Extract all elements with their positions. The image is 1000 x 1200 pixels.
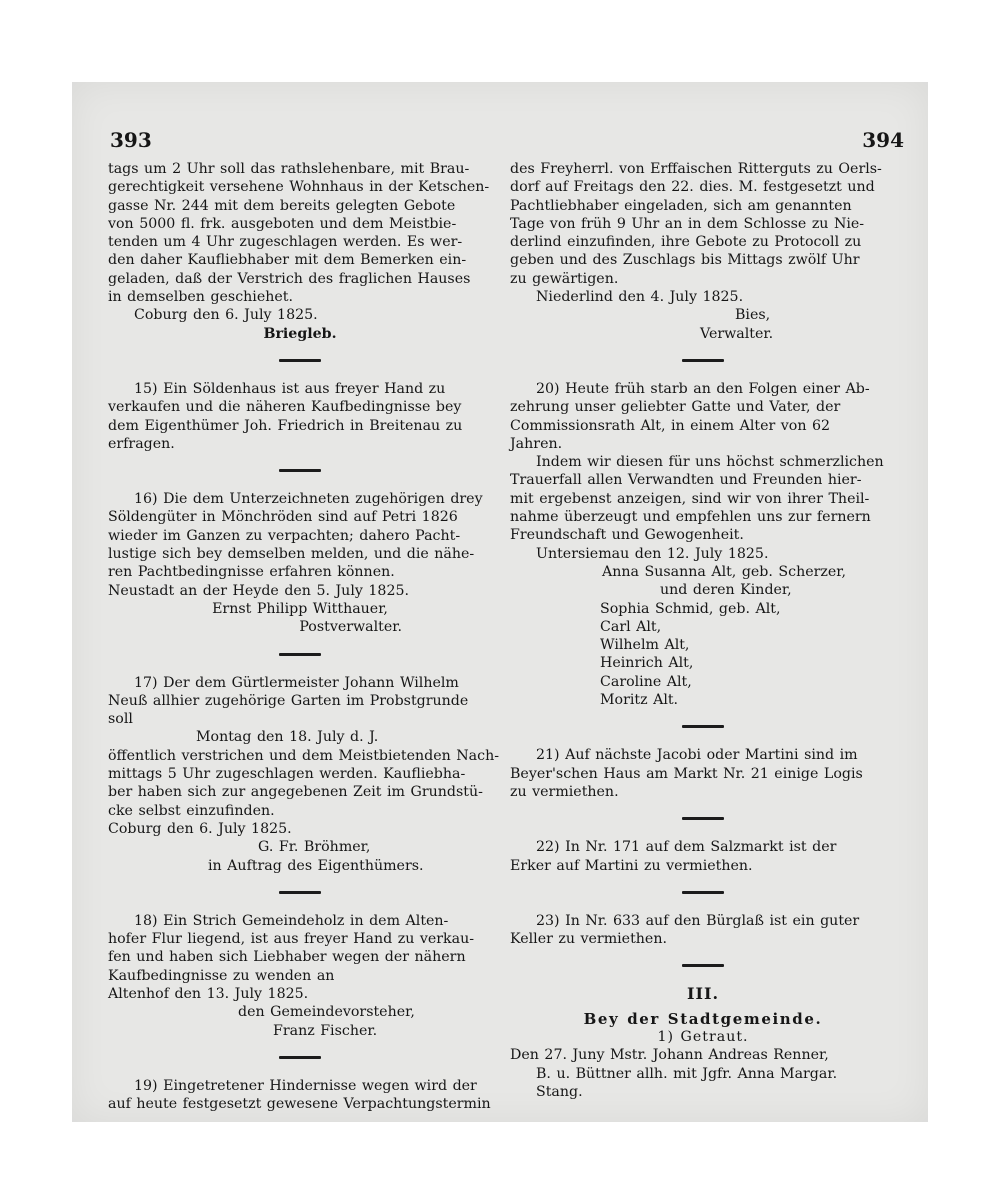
text-line: 20) Heute früh starb an den Folgen einer Ab- (536, 380, 870, 397)
separator-rule (682, 817, 724, 820)
text-line: fen und haben sich Liebhaber wegen der nähern (108, 949, 466, 966)
text-line: Pachtliebhaber eingeladen, sich am genannten (510, 197, 852, 214)
notice-signature: Bies, (735, 307, 771, 324)
notice-signature: G. Fr. Bröhmer, (258, 839, 371, 856)
notice-signature: und deren Kinder, (660, 582, 792, 599)
notice-signature: Briegleb. (263, 325, 337, 342)
notice-signature: Caroline Alt, (600, 673, 692, 690)
text-line: Kaufbedingnisse zu wenden an (108, 967, 335, 984)
notice-15 (108, 380, 492, 453)
text-line: Tage von früh 9 Uhr an in dem Schlosse zu Nie- (510, 215, 865, 232)
notice-18 (108, 912, 492, 1040)
text-line: dem Eigenthümer Joh. Friedrich in Breitenau zu (108, 417, 463, 434)
text-line: Freundschaft und Gewogenheit. (510, 527, 744, 544)
text-line: wieder im Ganzen zu verpachten; dahero Pacht- (108, 527, 461, 544)
notice-signature: Carl Alt, (600, 618, 662, 635)
text-line: von 5000 fl. frk. ausgeboten und dem Meistbie- (108, 215, 457, 232)
notice-signature: Wilhelm Alt, (600, 637, 690, 654)
text-line: 21) Auf nächste Jacobi oder Martini sind im (536, 747, 858, 764)
text-line: Keller zu vermiethen. (510, 931, 667, 948)
notice-signature-title: Verwalter. (700, 325, 774, 342)
separator-rule (279, 653, 321, 656)
text-line: hofer Flur liegend, ist aus freyer Hand zu verkau- (108, 931, 475, 948)
notice-16 (108, 490, 492, 636)
text-line: 17) Der dem Gürtlermeister Johann Wilhelm (134, 674, 459, 691)
section-title: Bey der Stadtgemeinde. (583, 1009, 823, 1028)
separator-rule (279, 359, 321, 362)
text-line: gasse Nr. 244 mit dem bereits gelegten Gebote (108, 197, 456, 214)
notice-signature: Franz Fischer. (273, 1022, 378, 1039)
section-stadtgemeinde (510, 985, 896, 1101)
text-line: B. u. Büttner allh. mit Jgfr. Anna Margar. (536, 1065, 838, 1082)
text-line: Trauerfall allen Verwandten und Freunden hier- (510, 472, 862, 489)
notice-23 (510, 912, 896, 949)
text-line: geladen, daß der Verstrich des fraglichen Hauses (108, 270, 471, 287)
text-line: geben und des Zuschlags bis Mittags zwölf Uhr (510, 252, 860, 269)
notice-date: Niederlind den 4. July 1825. (536, 289, 744, 306)
text-line: Commissionsrath Alt, in einem Alter von 62 (510, 417, 831, 434)
separator-rule (279, 891, 321, 894)
text-line: den daher Kaufliebhaber mit dem Bemerken ein- (108, 252, 467, 269)
text-line: zehrung unser geliebter Gatte und Vater, der (510, 399, 841, 416)
text-line: 15) Ein Söldenhaus ist aus freyer Hand zu (134, 380, 446, 397)
text-line: Beyer'schen Haus am Markt Nr. 21 einige Logis (510, 765, 863, 782)
text-line: zu gewärtigen. (510, 270, 619, 287)
text-line: 19) Eingetretener Hindernisse wegen wird der (134, 1077, 477, 1094)
text-line: mittags 5 Uhr zugeschlagen werden. Kaufliebha- (108, 766, 466, 783)
text-line: lustige sich bey demselben melden, und die nähe- (108, 546, 475, 563)
notice-signature-title: Postverwalter. (299, 619, 402, 636)
notice-21 (510, 746, 896, 801)
text-line: derlind einzufinden, ihre Gebote zu Protocoll zu (510, 234, 862, 251)
notice-22 (510, 838, 896, 875)
text-line: 23) In Nr. 633 auf den Bürglaß ist ein guter (536, 912, 860, 929)
text-line: mit ergebenst anzeigen, sind wir von ihrer Theil- (510, 490, 870, 507)
page-number-left: 393 (110, 128, 152, 152)
notice-signature: Moritz Alt. (600, 692, 679, 709)
text-line: Den 27. Juny Mstr. Johann Andreas Renner, (510, 1047, 829, 1064)
notice-date: Altenhof den 13. July 1825. (108, 985, 309, 1002)
separator-rule (682, 891, 724, 894)
right-column (510, 160, 896, 1101)
text-line: soll (108, 711, 133, 728)
notice-signature: Ernst Philipp Witthauer, (212, 600, 388, 617)
notice-date: Coburg den 6. July 1825. (108, 820, 292, 837)
text-line: verkaufen und die näheren Kaufbedingnisse bey (108, 399, 462, 416)
notice-19 (108, 1077, 492, 1114)
text-line: tags um 2 Uhr soll das rathslehenbare, mit Brau- (108, 161, 470, 177)
notice-date: Coburg den 6. July 1825. (134, 307, 318, 324)
notice-signature-title: in Auftrag des Eigenthümers. (208, 857, 424, 874)
text-line: Neuß allhier zugehörige Garten im Probstgrunde (108, 692, 469, 709)
text-line: Jahren. (510, 435, 563, 452)
notice-19-continued (510, 160, 896, 343)
text-line: Erker auf Martini zu vermiethen. (510, 857, 753, 874)
text-line: gerechtigkeit versehene Wohnhaus in der Ketschen- (108, 179, 490, 196)
text-line: des Freyherrl. von Erffaischen Ritterguts zu Oerls- (510, 161, 882, 177)
page-number-right: 394 (862, 128, 904, 152)
text-line: dorf auf Freitags den 22. dies. M. festgesetzt und (510, 179, 875, 196)
separator-rule (279, 1056, 321, 1059)
notice-14-continued (108, 160, 492, 343)
notice-date: Neustadt an der Heyde den 5. July 1825. (108, 582, 410, 599)
left-column (108, 160, 500, 1113)
text-line: ber haben sich zur angegebenen Zeit im Grundstü- (108, 784, 483, 801)
text-line: nahme überzeugt und empfehlen uns zur fernern (510, 509, 871, 526)
notice-day: Montag den 18. July d. J. (196, 729, 379, 746)
notice-signature: Anna Susanna Alt, geb. Scherzer, (602, 563, 846, 580)
notice-17 (108, 674, 500, 875)
text-line: zu vermiethen. (510, 783, 619, 800)
notice-signature: Sophia Schmid, geb. Alt, (600, 600, 781, 617)
text-line: 18) Ein Strich Gemeindeholz in dem Alten- (134, 912, 449, 929)
text-line: öffentlich verstrichen und dem Meistbietenden Nach- (108, 747, 500, 764)
separator-rule (682, 964, 724, 967)
text-line: Stang. (536, 1083, 583, 1100)
text-line: ren Pachtbedingnisse erfahren können. (108, 564, 395, 581)
notice-date: Untersiemau den 12. July 1825. (536, 545, 769, 562)
text-line: 16) Die dem Unterzeichneten zugehörigen drey (134, 491, 483, 508)
text-line: tenden um 4 Uhr zugeschlagen werden. Es wer- (108, 234, 463, 251)
notice-signature-title: den Gemeindevorsteher, (238, 1004, 415, 1021)
text-line: in demselben geschiehet. (108, 289, 293, 306)
separator-rule (279, 469, 321, 472)
text-line: 22) In Nr. 171 auf dem Salzmarkt ist der (536, 839, 837, 856)
text-line: erfragen. (108, 435, 175, 452)
text-line: Söldengüter in Mönchröden sind auf Petri 1826 (108, 509, 458, 526)
subsection-title: 1) Getraut. (657, 1028, 749, 1045)
text-line: auf heute festgesetzt gewesene Verpachtungstermin (108, 1096, 491, 1113)
separator-rule (682, 359, 724, 362)
separator-rule (682, 725, 724, 728)
section-number: III. (686, 984, 720, 1004)
text-line: cke selbst einzufinden. (108, 802, 275, 819)
text-line: Indem wir diesen für uns höchst schmerzlichen (536, 454, 884, 471)
notice-20 (510, 380, 896, 709)
notice-signature: Heinrich Alt, (600, 655, 694, 672)
